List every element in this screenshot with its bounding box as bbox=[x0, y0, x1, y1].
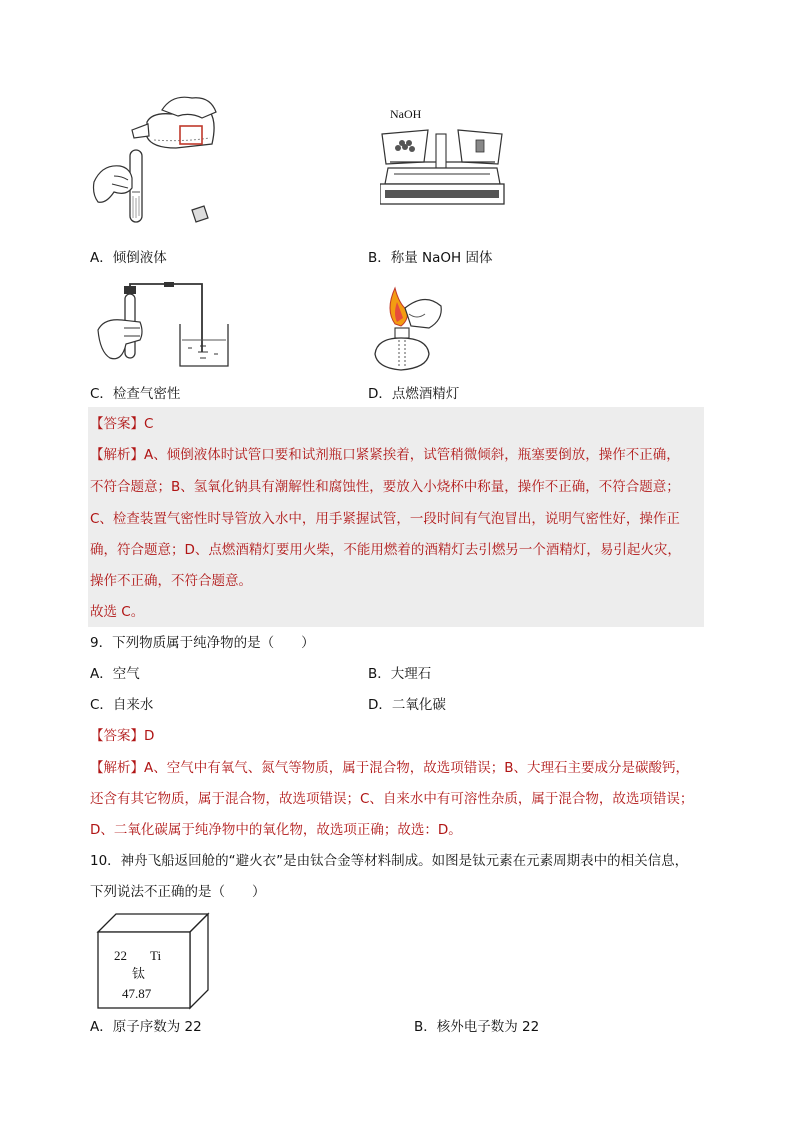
q9-stem: 9．下列物质属于纯净物的是（ ） bbox=[90, 635, 315, 651]
balance-figure bbox=[380, 104, 505, 209]
element-number: 22 bbox=[114, 948, 127, 963]
q10-option-a: A．原子序数为 22 bbox=[90, 1019, 202, 1035]
q8-answer-line bbox=[90, 414, 702, 434]
option-c-label: C．检查气密性 bbox=[90, 386, 181, 402]
analysis-text: A、空气中有氧气、氮气等物质，属于混合物，故选项错误；B、大理石主要成分是碳酸钙， bbox=[144, 760, 689, 776]
q9-option-c: C．自来水 bbox=[90, 697, 154, 713]
answer-value: C bbox=[144, 416, 154, 432]
q8-analysis-line-3: C、检查装置气密性时导管放入水中，用手紧握试管，一段时间有气泡冒出，说明气密性好，操作正 bbox=[90, 511, 680, 527]
pouring-liquid-figure bbox=[92, 92, 227, 232]
q9-analysis-line-2: 还含有其它物质，属于混合物，故选项错误；C、自来水中有可溶性杂质，属于混合物，故选项错误； bbox=[90, 791, 694, 807]
q8-conclusion: 故选 C。 bbox=[90, 604, 145, 620]
answer-tag: 【答案】 bbox=[90, 728, 144, 744]
analysis-tag: 【解析】 bbox=[90, 760, 144, 776]
element-mass: 47.87 bbox=[122, 986, 152, 1001]
q9-option-a: A．空气 bbox=[90, 666, 140, 682]
q10-stem-line-1: 10．神舟飞船返回舱的“避火衣”是由钛合金等材料制成。如图是钛元素在元素周期表中的相关信息， bbox=[90, 853, 689, 869]
q10-option-b: B．核外电子数为 22 bbox=[414, 1019, 540, 1035]
answer-tag: 【答案】 bbox=[90, 416, 144, 432]
analysis-text: A、倾倒液体时试管口要和试剂瓶口紧紧挨着，试管稍微倾斜，瓶塞要倒放，操作不正确， bbox=[144, 447, 680, 463]
answer-value: D bbox=[144, 728, 155, 744]
q8-analysis-line-4: 确，符合题意；D、点燃酒精灯要用火柴，不能用燃着的酒精灯去引燃另一个酒精灯，易引起火灾， bbox=[90, 542, 681, 558]
q10-stem-line-2: 下列说法不正确的是（ ） bbox=[90, 884, 266, 900]
option-d-label: D．点燃酒精灯 bbox=[368, 386, 460, 402]
q9-analysis-line-1 bbox=[90, 758, 702, 778]
element-symbol: Ti bbox=[150, 948, 162, 963]
element-name: 钛 bbox=[132, 967, 146, 982]
option-b-label: B．称量 NaOH 固体 bbox=[368, 250, 493, 266]
q9-option-d: D．二氧化碳 bbox=[368, 697, 446, 713]
alcohol-lamp-figure bbox=[365, 284, 445, 376]
analysis-tag: 【解析】 bbox=[90, 447, 144, 463]
q9-analysis-line-3: D、二氧化碳属于纯净物中的氧化物，故选项正确；故选：D。 bbox=[90, 822, 462, 838]
q9-answer-line bbox=[90, 726, 702, 746]
option-a-label: A．倾倒液体 bbox=[90, 250, 167, 266]
q8-analysis-line-1 bbox=[90, 445, 702, 465]
element-card bbox=[96, 912, 216, 1012]
q8-analysis-line-2: 不符合题意；B、氢氧化钠具有潮解性和腐蚀性，要放入小烧杯中称量，操作不正确，不符合题意； bbox=[90, 479, 680, 495]
q8-analysis-line-5: 操作不正确，不符合题意。 bbox=[90, 573, 252, 589]
airtightness-figure bbox=[96, 282, 231, 372]
q9-option-b: B．大理石 bbox=[368, 666, 432, 682]
naoh-label: NaOH bbox=[390, 107, 422, 121]
